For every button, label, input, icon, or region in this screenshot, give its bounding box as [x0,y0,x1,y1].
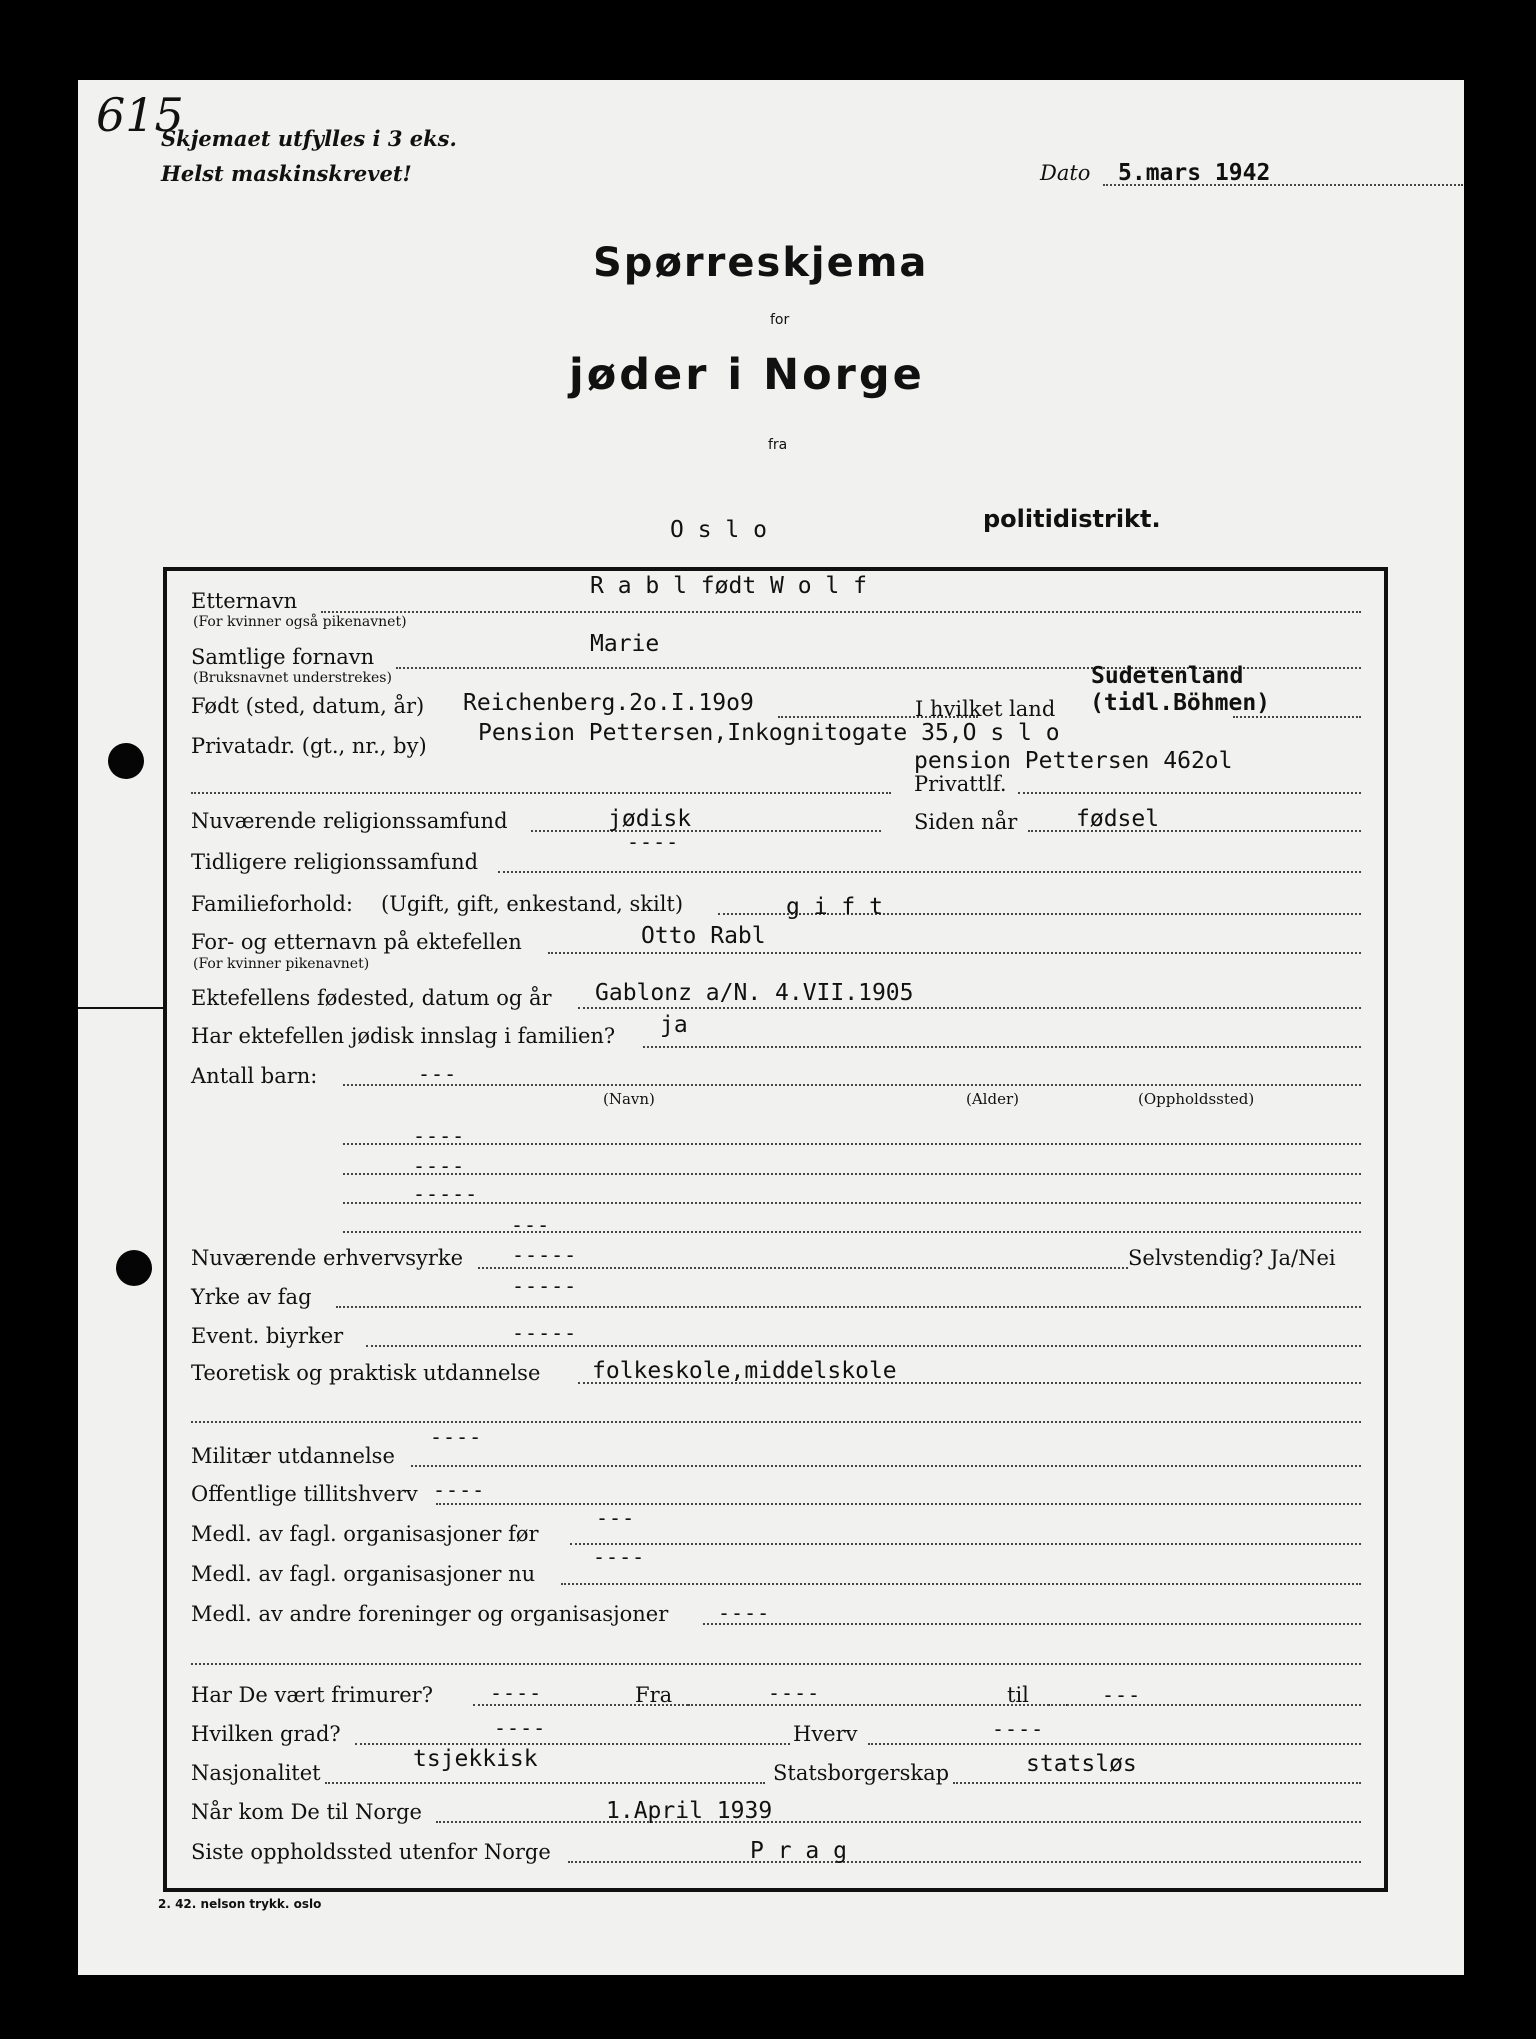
fra-label: Fra [635,1683,673,1707]
barn-col-alder: (Alder) [966,1090,1019,1108]
district-value: O s l o [670,517,767,543]
tillit-value: ---- [433,1478,486,1502]
biyrker-label: Event. biyrker [191,1324,344,1348]
barn-value: --- [418,1062,458,1086]
militaer-line [411,1465,1361,1467]
fornavn-label: Samtlige fornavn [191,645,375,669]
grad-line [355,1743,790,1745]
etternavn-note: (For kvinner også pikenavnet) [193,614,407,630]
privatadr-value: Pension Pettersen,Inkognitogate 35,O s l o [478,720,1060,746]
land-value2: (tidl.Böhmen) [1090,690,1271,716]
siste-label: Siste oppholdssted utenfor Norge [191,1840,551,1864]
barn-line [343,1084,1361,1086]
fodt-value: Reichenberg.2o.I.19o9 [463,690,754,716]
form-subtitle: jøder i Norge [569,350,925,400]
andre-for-value: ---- [718,1601,771,1625]
fra-value: ---- [768,1681,821,1705]
nasjonalitet-label: Nasjonalitet [191,1761,321,1785]
yrke-fag-line [336,1306,1361,1308]
etternavn-line [321,611,1361,613]
instructions-line2: Helst maskinskrevet! [161,161,412,186]
religion-now-value: jødisk [608,806,692,832]
ektefelle-fodested-label: Ektefellens fødested, datum og år [191,986,552,1010]
frimurer-label: Har De vært frimurer? [191,1683,433,1707]
familie-options: (Ugift, gift, enkestand, skilt) [381,892,684,916]
since-value: fødsel [1076,806,1160,832]
biyrker-line [366,1345,1361,1347]
privatadr-value2: pension Pettersen 462ol [914,748,1233,774]
ektefelle-jodisk-line [643,1046,1361,1048]
barn-row-value: ----- [413,1182,479,1206]
siste-value: P r a g [750,1838,847,1864]
utdannelse-line2 [191,1421,1361,1423]
selvstendig-label: Selvstendig? Ja/Nei [1128,1246,1336,1270]
yrke-fag-label: Yrke av fag [191,1285,312,1309]
hverv-label: Hverv [793,1722,858,1746]
barn-col-opphold: (Oppholdssted) [1138,1090,1255,1108]
ektefelle-fodested-value: Gablonz a/N. 4.VII.1905 [595,980,914,1006]
barn-row-value: --- [511,1213,551,1237]
fagl-for-value: --- [596,1506,636,1530]
fornavn-value: Marie [590,631,660,657]
biyrker-value: ----- [512,1321,578,1345]
punch-hole [108,743,144,779]
ankomst-value: 1.April 1939 [606,1798,773,1824]
ektefelle-jodisk-value: ja [660,1012,688,1038]
privatadr-label: Privatadr. (gt., nr., by) [191,734,427,758]
statsborgerskap-line [953,1782,1361,1784]
militaer-label: Militær utdannelse [191,1444,395,1468]
andre-for-line2 [191,1663,1361,1665]
district-label: politidistrikt. [983,505,1161,533]
printer-footer: 2. 42. nelson trykk. oslo [158,1897,322,1911]
religion-prev-label: Tidligere religionssamfund [191,850,479,874]
land-label: I hvilket land [915,697,1056,721]
barn-row-value: ---- [413,1154,466,1178]
barn-row-line [343,1143,1361,1145]
barn-col-navn: (Navn) [603,1090,655,1108]
privattlf-label: Privattlf. [914,772,1007,796]
privatadr-line [191,792,891,794]
tillit-label: Offentlige tillitshverv [191,1482,418,1506]
statsborgerskap-label: Statsborgerskap [773,1761,950,1785]
erhverv-line [478,1267,1128,1269]
etternavn-value: R a b l født W o l f [590,573,867,599]
barn-row-value: ---- [413,1124,466,1148]
form-title: Spørreskjema [593,240,929,286]
yrke-fag-value: ----- [512,1274,578,1298]
nasjonalitet-value: tsjekkisk [413,1746,538,1772]
ektefelle-navn-label: For- og etternavn på ektefellen [191,930,522,954]
since-label: Siden når [914,810,1018,834]
erhverv-value: ----- [512,1243,578,1267]
til-value: --- [1102,1683,1142,1707]
religion-prev-line [498,871,1361,873]
punch-hole [116,1250,152,1286]
familie-value: g i f t [786,894,883,920]
fodt-label: Født (sted, datum, år) [191,694,425,718]
fagl-nu-line [561,1583,1361,1585]
religion-now-line [531,830,881,832]
hverv-value: ---- [992,1717,1045,1741]
instructions-line1: Skjemaet utfylles i 3 eks. [161,126,457,151]
statsborgerskap-value: statsløs [1026,1751,1137,1777]
fagl-for-label: Medl. av fagl. organisasjoner før [191,1522,539,1546]
fagl-nu-value: ---- [593,1545,646,1569]
land-value1: Sudetenland [1091,663,1244,689]
barn-row-line [343,1202,1361,1204]
hverv-line [868,1743,1361,1745]
ankomst-line [436,1821,1361,1823]
fagl-for-line [570,1543,1361,1545]
land-line [1233,716,1361,718]
date-label: Dato [1040,161,1091,185]
utdannelse-label: Teoretisk og praktisk utdannelse [191,1361,541,1385]
ektefelle-jodisk-label: Har ektefellen jødisk innslag i familien? [191,1024,616,1048]
barn-label: Antall barn: [191,1064,318,1088]
frimurer-value: ---- [490,1681,543,1705]
ektefelle-navn-line [548,952,1361,954]
ektefelle-fodested-line [578,1007,1361,1009]
nasjonalitet-line [325,1782,765,1784]
familie-label: Familieforhold: [191,892,354,916]
fagl-nu-label: Medl. av fagl. organisasjoner nu [191,1562,536,1586]
til-label: til [1007,1683,1029,1707]
erhverv-label: Nuværende erhvervsyrke [191,1246,464,1270]
religion-now-label: Nuværende religionssamfund [191,809,508,833]
utdannelse-value: folkeskole,middelskole [592,1358,897,1384]
tillit-line [436,1503,1361,1505]
grad-label: Hvilken grad? [191,1722,341,1746]
ektefelle-navn-note: (For kvinner pikenavnet) [193,956,370,972]
barn-row-line [343,1173,1361,1175]
fornavn-note: (Bruksnavnet understrekes) [193,670,392,686]
sheet-number: 615 [96,88,184,142]
ankomst-label: Når kom De til Norge [191,1800,422,1824]
title-fra: fra [768,437,788,453]
barn-row-line [343,1231,1361,1233]
fold-line [78,1007,163,1009]
grad-value: ---- [494,1716,547,1740]
siste-line [568,1861,1361,1863]
ektefelle-navn-value: Otto Rabl [641,923,766,949]
title-for: for [770,312,790,328]
andre-for-line [703,1623,1361,1625]
form-sheet [78,80,1464,1975]
militaer-value: ---- [430,1425,483,1449]
andre-for-label: Medl. av andre foreninger og organisasjoner [191,1602,669,1626]
etternavn-label: Etternavn [191,589,298,613]
til-line [1048,1704,1361,1706]
date-value: 5.mars 1942 [1118,160,1271,186]
privattlf-line [1018,792,1361,794]
religion-prev-value: ---- [627,830,680,854]
